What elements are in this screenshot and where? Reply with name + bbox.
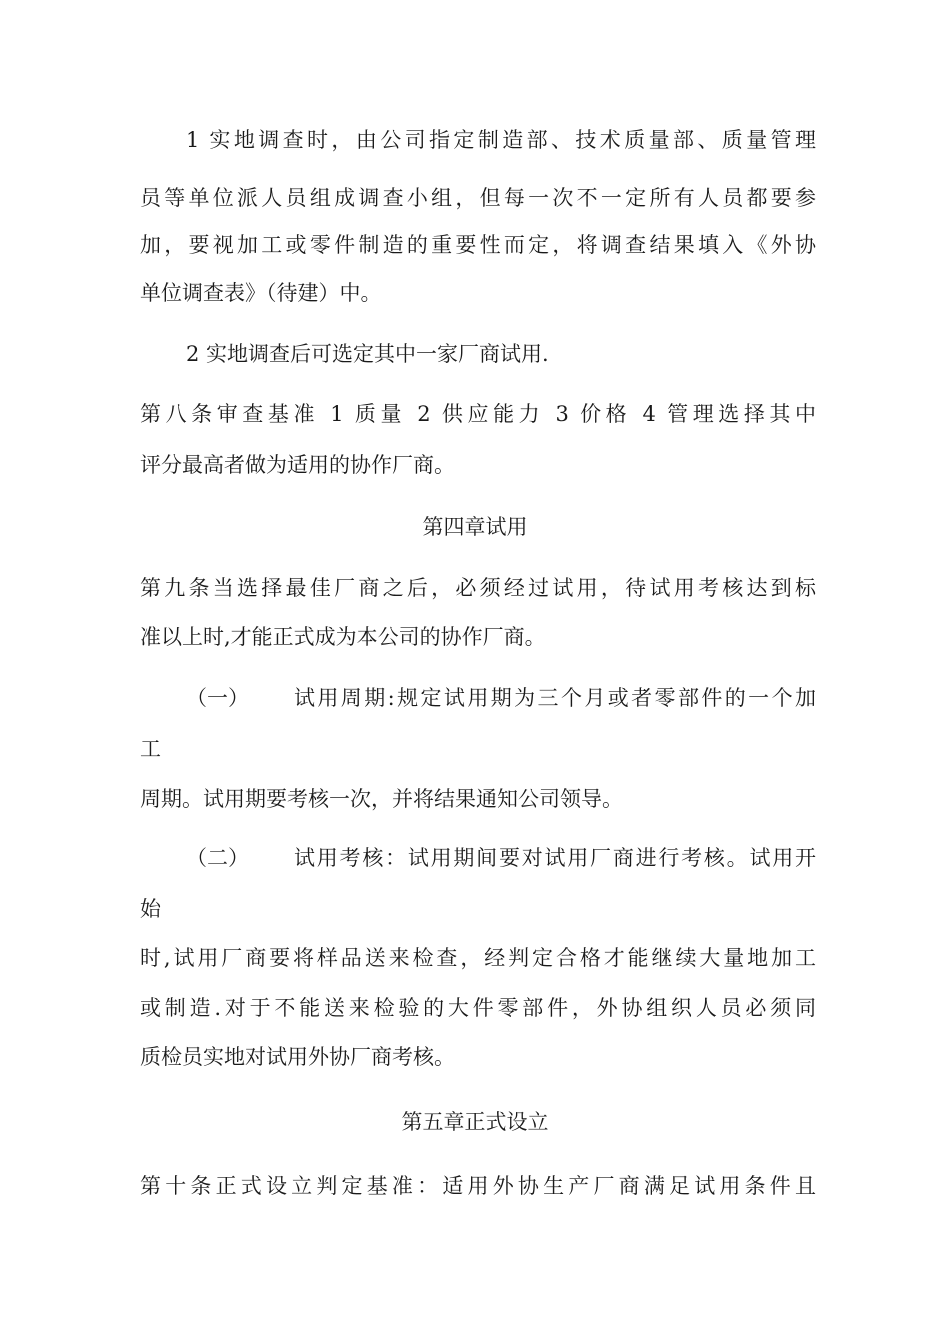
- item-2-wrap: 始: [140, 897, 161, 921]
- item-1-wrap: 工: [140, 737, 161, 761]
- item-1-row: [186, 683, 816, 713]
- item-2-continuation-line-1: 时,试用厂商要将样品送来检查，经判定合格才能继续大量地加工: [140, 946, 816, 970]
- item-2-continuation-line-3: 质检员实地对试用外协厂商考核。: [140, 1045, 455, 1069]
- item-2-continuation-line-2: 或制造.对于不能送来检验的大件零部件，外协组织人员必须同: [140, 996, 816, 1020]
- article-8-line-2: 评分最高者做为适用的协作厂商。: [140, 453, 455, 477]
- paragraph-1-line-1: 1 实地调查时，由公司指定制造部、技术质量部、质量管理: [186, 128, 816, 152]
- article-10-line-1: 第十条正式设立判定基准：适用外协生产厂商满足试用条件且: [140, 1174, 816, 1198]
- item-1-text: 试用周期:规定试用期为三个月或者零部件的一个加: [294, 686, 816, 710]
- chapter-4-title: 第四章试用: [422, 515, 528, 539]
- item-1-marker: （一）: [186, 686, 249, 710]
- article-8-line-1: 第八条审查基准 1 质量 2 供应能力 3 价格 4 管理选择其中: [140, 402, 816, 426]
- article-9-line-1: 第九条当选择最佳厂商之后，必须经过试用，待试用考核达到标: [140, 576, 816, 600]
- article-9-line-2: 准以上时,才能正式成为本公司的协作厂商。: [140, 625, 546, 649]
- paragraph-2: 2 实地调查后可选定其中一家厂商试用.: [186, 342, 549, 366]
- item-2-text: 试用考核：试用期间要对试用厂商进行考核。试用开: [294, 846, 816, 870]
- item-2-marker: （二）: [186, 846, 249, 870]
- item-2-row: [186, 843, 816, 873]
- paragraph-1-line-2: 员等单位派人员组成调查小组，但每一次不一定所有人员都要参: [140, 186, 816, 210]
- paragraph-1-line-4: 单位调查表》（待建）中。: [140, 281, 382, 305]
- item-1-continuation: 周期。试用期要考核一次，并将结果通知公司领导。: [140, 787, 623, 811]
- paragraph-1-line-3: 加，要视加工或零件制造的重要性而定，将调查结果填入《外协: [140, 233, 816, 257]
- chapter-5-title: 第五章正式设立: [401, 1110, 549, 1134]
